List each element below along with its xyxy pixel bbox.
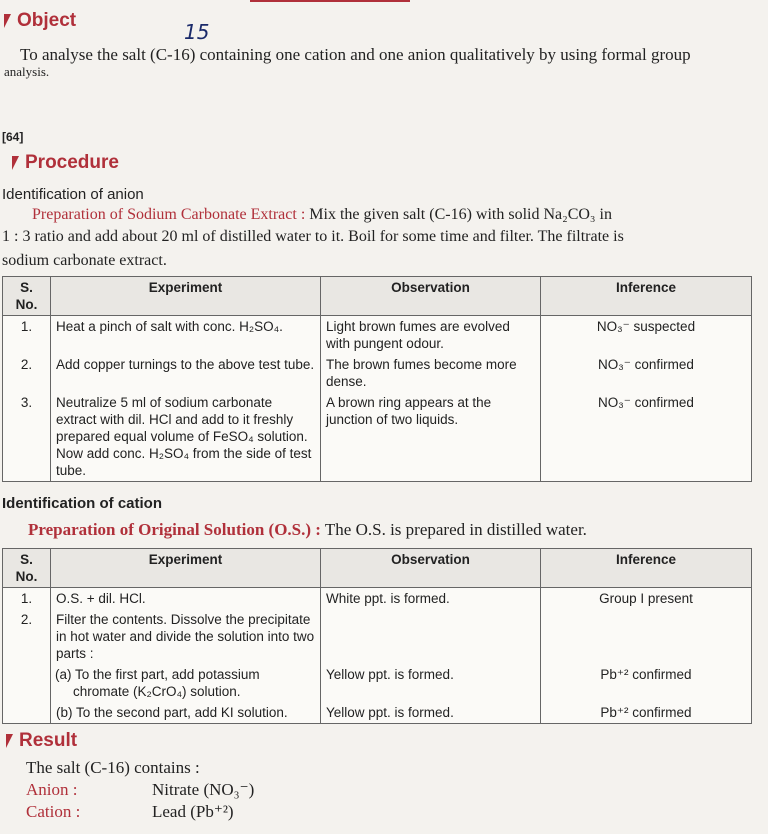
table-row: [3, 392, 752, 482]
table-row: [3, 354, 752, 392]
observation-cell: Yellow ppt. is formed.: [321, 664, 541, 702]
object-heading: [4, 10, 76, 32]
row-number: 1.: [3, 316, 51, 355]
procedure-heading-label: Procedure: [25, 152, 119, 173]
experiment-cell: (a) To the first part, add potassium chromate (K₂CrO₄) solution.: [51, 664, 321, 702]
col-header: Inference: [541, 549, 752, 588]
result-heading-label: Result: [19, 730, 78, 751]
anion-prep-line3: sodium carbonate extract.: [2, 252, 167, 269]
anion-table-header: [3, 277, 752, 316]
cation-table-header: [3, 549, 752, 588]
observation-cell: [321, 609, 541, 664]
inference-cell: NO₃⁻ suspected: [541, 316, 752, 355]
experiment-cell: Add copper turnings to the above test tube.: [51, 354, 321, 392]
result-heading: [6, 730, 77, 752]
top-rule: [250, 0, 410, 2]
observation-cell: Yellow ppt. is formed.: [321, 702, 541, 724]
experiment-cell: Heat a pinch of salt with conc. H₂SO₄.: [51, 316, 321, 355]
page-marker: [64]: [2, 130, 24, 144]
cation-prep-title: Preparation of Original Solution (O.S.) :: [28, 520, 321, 539]
cation-prep-text: The O.S. is prepared in distilled water.: [324, 520, 587, 539]
inference-cell: Pb⁺² confirmed: [541, 664, 752, 702]
row-number: [3, 702, 51, 724]
cation-prep-line: [28, 520, 587, 540]
table-row: [3, 588, 752, 610]
col-header: Observation: [321, 549, 541, 588]
col-header: S. No.: [3, 549, 51, 588]
cation-table: [2, 548, 752, 724]
observation-cell: Light brown fumes are evolved with pungent odour.: [321, 316, 541, 355]
table-row: [3, 702, 752, 724]
inference-cell: NO₃⁻ confirmed: [541, 354, 752, 392]
row-number: [3, 664, 51, 702]
object-heading-label: Object: [17, 10, 77, 31]
col-header: Inference: [541, 277, 752, 316]
flag-icon: [4, 14, 11, 28]
row-number: 1.: [3, 588, 51, 610]
col-header: Experiment: [51, 549, 321, 588]
object-text-line2: analysis.: [4, 64, 50, 79]
anion-table: [2, 276, 752, 482]
inference-cell: NO₃⁻ confirmed: [541, 392, 752, 482]
result-intro: The salt (C-16) contains :: [26, 758, 200, 777]
anion-prep-text1: Mix the given salt (C-16) with solid Na₂CO₃ in: [309, 206, 612, 223]
handwritten-number: 15: [184, 20, 210, 44]
cation-subheading: Identification of cation: [2, 495, 162, 512]
anion-label: Anion :: [26, 780, 78, 799]
row-number: 2.: [3, 609, 51, 664]
table-row: [3, 316, 752, 355]
observation-cell: The brown fumes become more dense.: [321, 354, 541, 392]
experiment-cell: (b) To the second part, add KI solution.: [51, 702, 321, 724]
row-number: 3.: [3, 392, 51, 482]
col-header: S. No.: [3, 277, 51, 316]
flag-icon: [6, 734, 13, 748]
experiment-cell: Filter the contents. Dissolve the precipitate in hot water and divide the solution into two parts :: [51, 609, 321, 664]
experiment-cell: O.S. + dil. HCl.: [51, 588, 321, 610]
col-header: Observation: [321, 277, 541, 316]
table-row: [3, 609, 752, 664]
observation-cell: A brown ring appears at the junction of two liquids.: [321, 392, 541, 482]
flag-icon: [12, 156, 19, 170]
anion-value: Nitrate (NO₃⁻): [152, 780, 255, 799]
inference-cell: [541, 609, 752, 664]
anion-prep-line1: [32, 206, 612, 224]
cation-value: Lead (Pb⁺²): [152, 802, 234, 821]
cation-label: Cation :: [26, 802, 81, 821]
col-header: Experiment: [51, 277, 321, 316]
anion-prep-line2: 1 : 3 ratio and add about 20 ml of distilled water to it. Boil for some time and filter. The filtrate is: [2, 228, 624, 245]
anion-prep-title: Preparation of Sodium Carbonate Extract :: [32, 206, 306, 223]
experiment-cell: Neutralize 5 ml of sodium carbonate extract with dil. HCl and add to it freshly prepared equal volume of FeSO₄ solution. Now add conc. H₂SO₄ from the side of test tube.: [51, 392, 321, 482]
row-number: 2.: [3, 354, 51, 392]
table-row: [3, 664, 752, 702]
observation-cell: White ppt. is formed.: [321, 588, 541, 610]
object-text-line1: To analyse the salt (C-16) containing one cation and one anion qualitatively by using formal group: [20, 45, 691, 64]
anion-subheading: Identification of anion: [2, 186, 144, 203]
inference-cell: Group I present: [541, 588, 752, 610]
inference-cell: Pb⁺² confirmed: [541, 702, 752, 724]
procedure-heading: [12, 152, 119, 174]
